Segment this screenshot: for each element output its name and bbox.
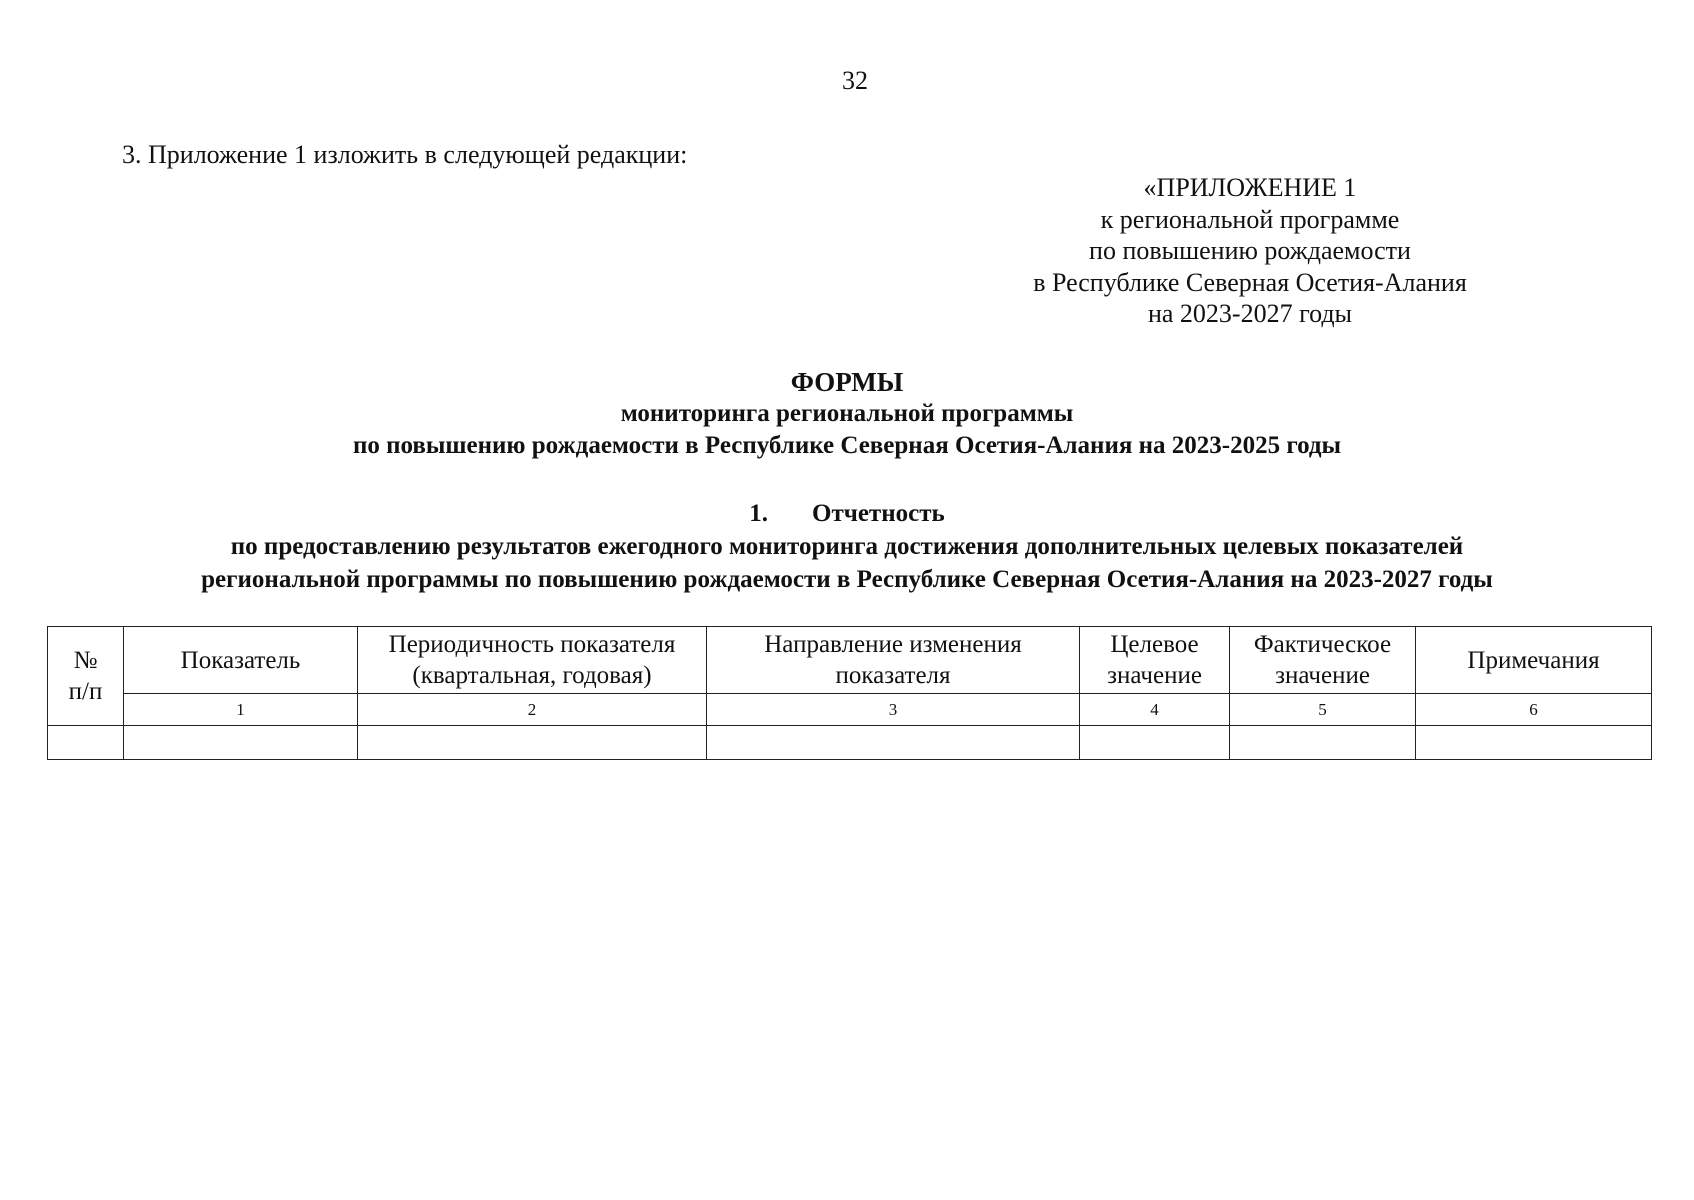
header-text: Направление изменения xyxy=(764,631,1022,658)
column-number: 1 xyxy=(124,694,358,726)
table-row xyxy=(48,726,1652,760)
appendix-header xyxy=(1010,172,1490,330)
section-title: Отчетность xyxy=(812,500,945,527)
header-text: п/п xyxy=(68,678,103,705)
header-cell-actual xyxy=(1230,627,1416,694)
title-forms: ФОРМЫ xyxy=(790,367,904,397)
header-text: значение xyxy=(1275,662,1370,689)
column-number: 4 xyxy=(1080,694,1230,726)
section-number: 1. xyxy=(749,500,769,527)
table-header-row xyxy=(48,627,1652,694)
header-text: Периодичность показателя xyxy=(388,631,676,658)
column-number: 6 xyxy=(1416,694,1652,726)
header-text: Показатель xyxy=(180,646,301,674)
header-text: № xyxy=(73,647,98,674)
section-heading xyxy=(0,497,1694,596)
table-cell xyxy=(1416,726,1652,760)
header-cell-direction xyxy=(707,627,1080,694)
header-text: значение xyxy=(1107,662,1202,689)
header-cell-indicator xyxy=(124,627,358,694)
title-subline: мониторинга региональной программы xyxy=(620,400,1074,427)
header-text: показателя xyxy=(835,662,951,689)
column-number: 3 xyxy=(707,694,1080,726)
table-cell xyxy=(124,726,358,760)
header-text: Фактическое xyxy=(1253,631,1392,658)
table-cell xyxy=(358,726,707,760)
table-cell xyxy=(1080,726,1230,760)
appendix-line: на 2023-2027 годы xyxy=(1147,299,1353,328)
header-cell-periodicity xyxy=(358,627,707,694)
appendix-line: к региональной программе xyxy=(1100,204,1400,234)
table-cell xyxy=(707,726,1080,760)
header-text: Целевое xyxy=(1110,631,1199,658)
header-cell-number xyxy=(48,627,124,726)
page-number: 32 xyxy=(842,66,868,95)
column-number-row xyxy=(48,694,1652,726)
appendix-line: в Республике Северная Осетия-Алания xyxy=(1033,267,1467,297)
header-text: (квартальная, годовая) xyxy=(412,662,652,689)
table-cell xyxy=(48,726,124,760)
header-text: Примечания xyxy=(1467,646,1600,674)
title-subline: по повышению рождаемости в Республике Северная Осетия-Алания на 2023-2025 годы xyxy=(352,432,1342,459)
section-title-line xyxy=(0,497,1694,530)
column-number: 2 xyxy=(358,694,707,726)
appendix-line: по повышению рождаемости xyxy=(1089,236,1411,265)
column-number: 5 xyxy=(1230,694,1416,726)
header-cell-notes xyxy=(1416,627,1652,694)
document-title xyxy=(0,366,1694,462)
section-description: региональной программы по повышению рождаемости в Республике Северная Осетия-Алания на 2023-2027 годы xyxy=(201,566,1493,593)
intro-paragraph: 3. Приложение 1 изложить в следующей редакции: xyxy=(122,140,688,169)
header-cell-target xyxy=(1080,627,1230,694)
table-cell xyxy=(1230,726,1416,760)
appendix-title: «ПРИЛОЖЕНИЕ 1 xyxy=(1143,173,1357,202)
monitoring-table xyxy=(47,626,1652,760)
section-description: по предоставлению результатов ежегодного мониторинга достижения дополнительных целевых показателей xyxy=(230,533,1464,560)
